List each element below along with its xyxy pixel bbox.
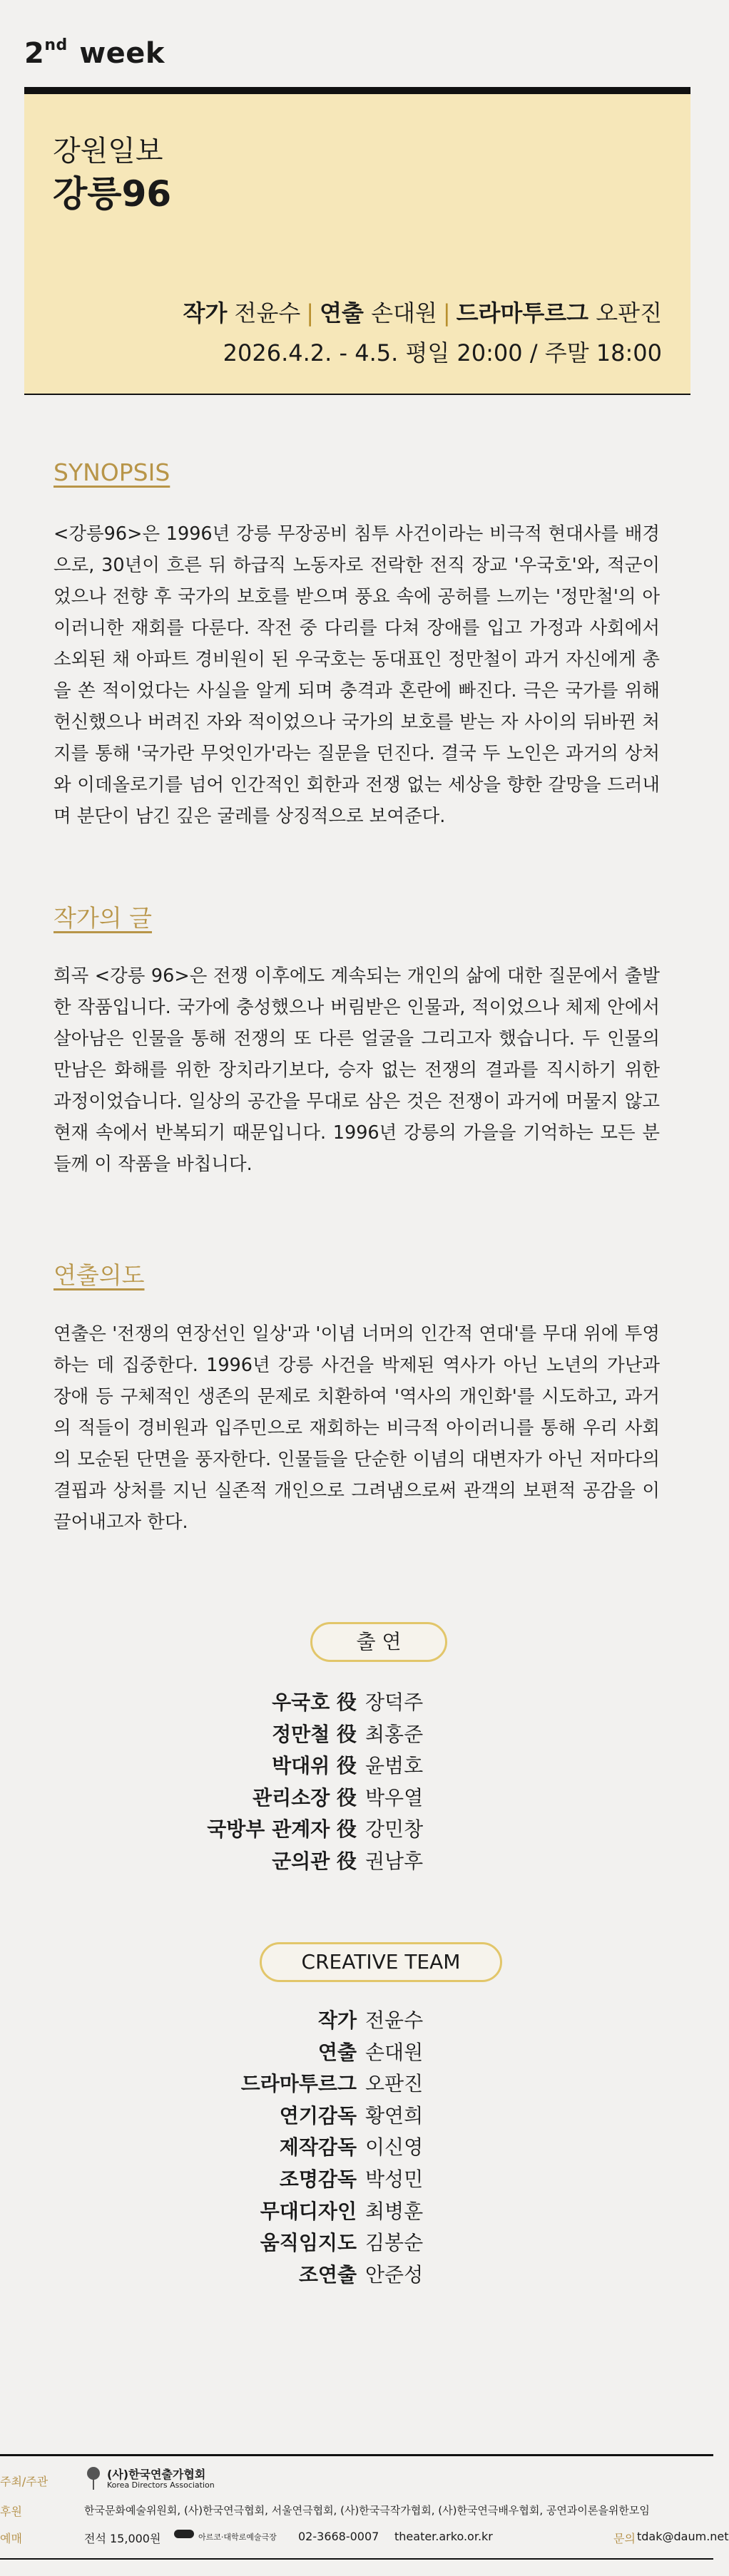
credit-role: 작가 — [183, 299, 228, 327]
credit-row — [0, 2132, 713, 2163]
top-divider — [24, 87, 690, 94]
credit-row-name: 최홍준 — [365, 1722, 424, 1746]
venue-name: 아르코·대학로예술극장 — [198, 2533, 277, 2542]
host-label: 주최/주관 — [0, 2475, 49, 2488]
cast-heading: 출 연 — [310, 1622, 447, 1662]
credit-row-name: 전윤수 — [365, 2008, 424, 2032]
credit-row-name: 권남후 — [365, 1849, 424, 1873]
credit-row-name: 오판진 — [365, 2072, 424, 2096]
credit-row — [0, 2068, 713, 2100]
credit-row-name: 이신영 — [365, 2135, 424, 2160]
director-note-heading: 연출의도 — [53, 1261, 145, 1289]
credit-row-role: 관리소장 役 — [253, 1785, 357, 1810]
writer-note-text: 희곡 <강릉 96>은 전쟁 이후에도 계속되는 개인의 삶에 대한 질문에서 출발한 작품입니다. 국가에 충성했으나 버림받은 인물과, 적이었으나 체제 안에서 살아남은 인물을 통해 전쟁의 또 다른 얼굴을 그리고자 했습니다. 두 인물의 만남은 화해를 위한 장치라기보다, 승자 없는 전쟁의 결과를 직시하기 위한 과정이었습니다. 일상의 공간을 무대로 삼은 것은 전쟁이 과거에 머물지 않고 현재 속에서 반복되기 때문입니다. 1996년 강릉의 가을을 기억하는 모든 분들께 이 작품을 바칩니다. — [53, 965, 660, 1175]
credit-row-role: 제작감독 — [279, 2135, 357, 2160]
performance-dates: 2026.4.2. - 4.5. 평일 20:00 / 주말 18:00 — [223, 339, 662, 366]
credit-row-name: 박성민 — [365, 2167, 424, 2191]
credit-row-name: 김봉순 — [365, 2231, 424, 2255]
credit-row-role: 연기감독 — [279, 2103, 357, 2128]
credit-row-role: 움직임지도 — [260, 2231, 357, 2255]
credit-row-role: 정만철 役 — [272, 1722, 357, 1746]
credit-row — [0, 1782, 713, 1814]
credit-row — [0, 2037, 713, 2068]
credit-row — [0, 1814, 713, 1845]
credit-row-name: 강민창 — [365, 1817, 424, 1842]
director-note-text: 연출은 '전쟁의 연장선인 일상'과 '이념 너머의 인간적 연대'를 무대 위에 투영하는 데 집중한다. 1996년 강릉 사건을 박제된 역사가 아닌 노년의 가난과 장애 등 구체적인 생존의 문제로 치환하여 '역사의 개인화'를 시도하고, 과거의 적들이 경비원과 입주민으로 재회하는 비극적 아이러니를 통해 우리 사회의 모순된 단면을 풍자한다. 인물들을 단순한 이념의 대변자가 아닌 저마다의 결핍과 상처를 지닌 실존적 개인으로 그려냄으로써 관객의 보편적 공감을 이끌어내고자 한다. — [53, 1323, 660, 1533]
credit-role: 연출 — [320, 299, 364, 327]
credit-row-role: 박대위 役 — [272, 1754, 357, 1778]
hero-banner — [24, 94, 690, 395]
credit-name: 전윤수 — [234, 299, 301, 327]
hero-credits — [183, 295, 662, 328]
footer-divider — [0, 2454, 713, 2456]
credit-row — [0, 2196, 713, 2227]
synopsis-heading: SYNOPSIS — [53, 458, 170, 486]
credit-separator: | — [306, 299, 315, 327]
play-title: 강릉96 — [53, 173, 172, 215]
kda-logo-stem — [93, 2478, 94, 2490]
ticket-label: 예매 — [0, 2532, 22, 2545]
ticket-price: 전석 15,000원 — [84, 2532, 161, 2545]
credit-row-role: 드라마투르그 — [240, 2072, 357, 2096]
credit-row — [0, 2005, 713, 2036]
credit-row — [0, 1719, 713, 1750]
contact-email-link[interactable]: tdak@daum.net — [637, 2530, 729, 2543]
week-label: 2nd week — [24, 36, 165, 70]
credit-name: 손대원 — [371, 299, 437, 327]
arko-logo-icon — [174, 2530, 194, 2538]
host-name: (사)한국연출가협회 — [107, 2468, 206, 2481]
writer-note-heading: 작가의 글 — [53, 904, 153, 932]
credit-row-role: 조명감독 — [279, 2167, 357, 2191]
credit-row — [0, 1687, 713, 1718]
credit-name: 오판진 — [596, 299, 662, 327]
credit-row-role: 연출 — [317, 2040, 357, 2064]
credit-row — [0, 2164, 713, 2195]
ticket-phone: 02-3668-0007 — [298, 2530, 379, 2543]
credit-row-name: 최병훈 — [365, 2199, 424, 2223]
credit-row — [0, 2227, 713, 2259]
newspaper-name: 강원일보 — [53, 135, 163, 168]
credit-row-role: 군의관 役 — [272, 1849, 357, 1873]
credit-row — [0, 1846, 713, 1877]
creative-team-heading: CREATIVE TEAM — [260, 1942, 502, 1982]
sponsor-label: 후원 — [0, 2505, 22, 2518]
credit-row — [0, 2259, 713, 2291]
credit-row-role: 작가 — [317, 2008, 357, 2032]
credit-separator: | — [442, 299, 451, 327]
credit-row-name: 손대원 — [365, 2040, 424, 2064]
credit-row-name: 박우열 — [365, 1785, 424, 1810]
ticket-site-link[interactable]: theater.arko.or.kr — [394, 2530, 493, 2543]
credit-row-role: 국방부 관계자 役 — [207, 1817, 357, 1842]
credit-row — [0, 1750, 713, 1782]
credit-row-name: 안준성 — [365, 2262, 424, 2287]
credit-row-role: 조연출 — [298, 2262, 357, 2287]
credit-row-name: 윤범호 — [365, 1754, 424, 1778]
synopsis-text: <강릉96>은 1996년 강릉 무장공비 침투 사건이라는 비극적 현대사를 배경으로, 30년이 흐른 뒤 하급직 노동자로 전락한 전직 장교 '우국호'와, 적군이었으나 전향 후 국가의 보호를 받으며 풍요 속에 공허를 느끼는 '정만철'의 아이러니한 재회를 다룬다. 작전 중 다리를 다쳐 장애를 입고 가정과 사회에서 소외된 채 아파트 경비원이 된 우국호는 동대표인 정만철이 과거 자신에게 총을 쏜 적이었다는 사실을 알게 되며 충격과 혼란에 빠진다. 극은 국가를 위해 헌신했으나 버려진 자와 적이었으나 국가의 보호를 받는 자 사이의 뒤바뀐 처지를 통해 '국가란 무엇인가'라는 질문을 던진다. 결국 두 노인은 과거의 상처와 이데올로기를 넘어 인간적인 회한과 전쟁 없는 세상을 향한 갈망을 드러내며 분단이 남긴 깊은 굴레를 상징적으로 보여준다. — [53, 523, 660, 827]
sponsor-list: 한국문화예술위원회, (사)한국연극협회, 서울연극협회, (사)한국극작가협회, (사)한국연극배우협회, 공연과이론을위한모임 — [84, 2504, 650, 2517]
credit-row-role: 우국호 役 — [272, 1690, 357, 1714]
credit-row-role: 무대디자인 — [260, 2199, 357, 2223]
credit-role: 드라마투르그 — [456, 299, 589, 327]
host-name-en: Korea Directors Association — [107, 2480, 215, 2490]
footer-bottom-divider — [0, 2558, 713, 2560]
contact-label: 문의 — [613, 2532, 636, 2545]
credit-row — [0, 2100, 713, 2132]
credit-row-name: 황연희 — [365, 2103, 424, 2128]
credit-row-name: 장덕주 — [365, 1690, 424, 1714]
